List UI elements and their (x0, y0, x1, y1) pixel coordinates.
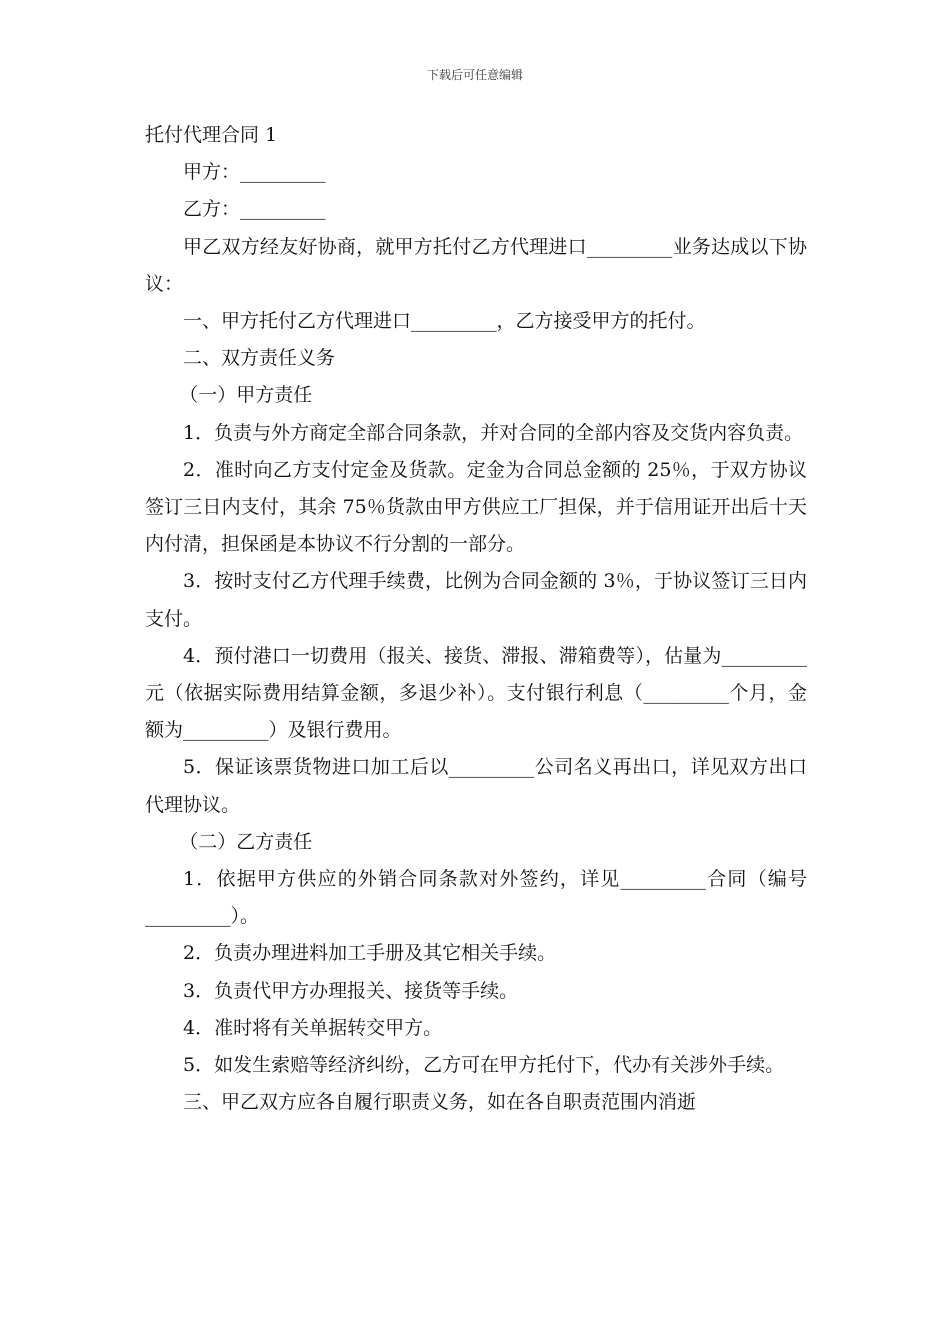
party-b-duty-2: 2．负责办理进料加工手册及其它相关手续。 (183, 942, 557, 965)
party-a-duty-5: 5．保证该票货物进口加工后以_________公司名义再出口，详见双方出口代理协议。 (145, 756, 807, 816)
party-a-line: 甲方：_________ (183, 161, 326, 184)
preamble-paragraph: 甲乙双方经友好协商，就甲方托付乙方代理进口_________业务达成以下协议： (145, 235, 807, 295)
party-a-duty-3: 3．按时支付乙方代理手续费，比例为合同金额的 3％，于协议签订三日内支付。 (145, 570, 807, 630)
party-b-duty-3: 3．负责代甲方办理报关、接货等手续。 (183, 979, 519, 1002)
party-a-duty-4: 4．预付港口一切费用（报关、接货、滞报、滞箱费等），估量为_________元（依据实际费用结算金额，多退少补）。支付银行利息（_________个月，金额为_________）及银行费用。 (145, 644, 807, 742)
document-title: 托付代理合同 1 (145, 124, 278, 146)
clause-1: 一、甲方托付乙方代理进口_________，乙方接受甲方的托付。 (183, 310, 706, 333)
party-b-duty-4: 4．准时将有关单据转交甲方。 (183, 1016, 443, 1039)
party-b-duties-heading: （二）乙方责任 (179, 830, 313, 853)
clause-2-heading: 二、双方责任义务 (183, 347, 336, 370)
party-a-duties-heading: （一）甲方责任 (179, 384, 313, 407)
document-body (145, 117, 807, 1121)
party-a-duty-2: 2．准时向乙方支付定金及货款。定金为合同总金额的 25％，于双方协议签订三日内支付，其余 75％货款由甲方供应工厂担保，并于信用证开出后十天内付清，担保函是本协议不行分割的一部分。 (145, 458, 807, 556)
party-b-duty-1: 1．依据甲方供应的外销合同条款对外签约，详见_________合同（编号_________）。 (145, 868, 807, 928)
party-a-duty-1: 1．负责与外方商定全部合同条款，并对合同的全部内容及交货内容负责。 (183, 421, 804, 444)
party-b-line: 乙方：_________ (183, 198, 326, 221)
clause-3: 三、甲乙双方应各自履行职责义务，如在各自职责范围内消逝 (183, 1091, 697, 1114)
party-b-duty-5: 5．如发生索赔等经济纠纷，乙方可在甲方托付下，代办有关涉外手续。 (183, 1054, 785, 1077)
page-header-note: 下载后可任意编辑 (426, 68, 523, 82)
